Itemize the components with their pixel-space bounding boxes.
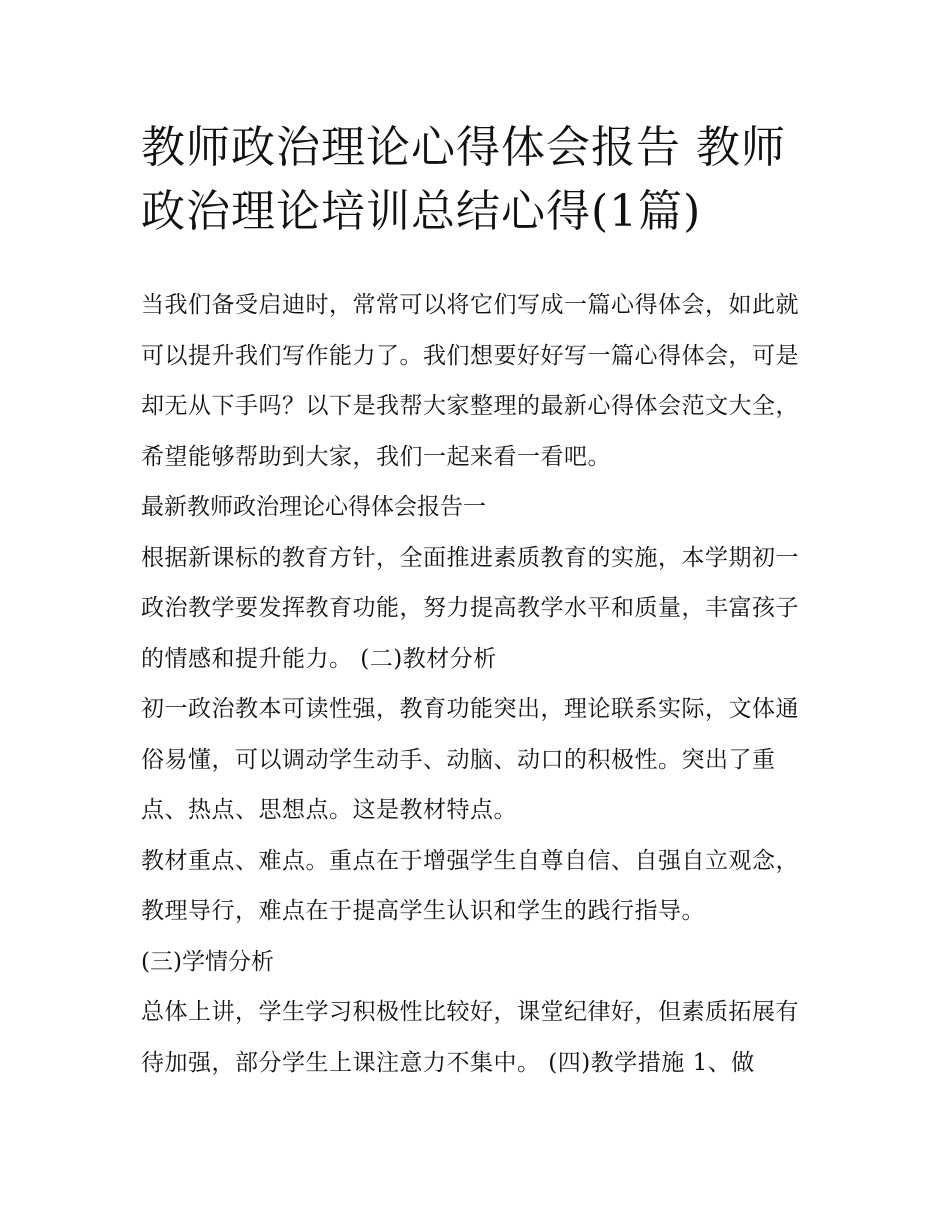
document-page [141, 116, 813, 1088]
body-paragraph: 教材重点、难点。重点在于增强学生自尊自信、自强自立观念，教理导行，难点在于提高学生认识和学生的践行指导。 [141, 847, 799, 924]
body-paragraph: 总体上讲，学生学习积极性比较好，课堂纪律好，但素质拓展有待加强，部分学生上课注意力不集中。 (四)教学措施 1、做 [141, 999, 799, 1076]
body-paragraph: 初一政治教本可读性强，教育功能突出，理论联系实际，文体通俗易懂，可以调动学生动手、动脑、动口的积极性。突出了重点、热点、思想点。这是教材特点。 [141, 696, 799, 823]
document-body [141, 280, 813, 1088]
subsection-heading: (三)学情分析 [141, 948, 274, 975]
section-heading: 最新教师政治理论心得体会报告一 [141, 494, 486, 520]
body-paragraph: 根据新课标的教育方针，全面推进素质教育的实施，本学期初一政治教学要发挥教育功能，努力提高教学水平和质量，丰富孩子的情感和提升能力。 (二)教材分析 [141, 544, 799, 672]
document-title: 教师政治理论心得体会报告 教师政治理论培训总结心得(1篇) [141, 122, 786, 237]
intro-paragraph: 当我们备受启迪时，常常可以将它们写成一篇心得体会，如此就可以提升我们写作能力了。我们想要好好写一篇心得体会，可是却无从下手吗？以下是我帮大家整理的最新心得体会范文大全，希望能够帮助到大家，我们一起来看一看吧。 [141, 292, 799, 470]
